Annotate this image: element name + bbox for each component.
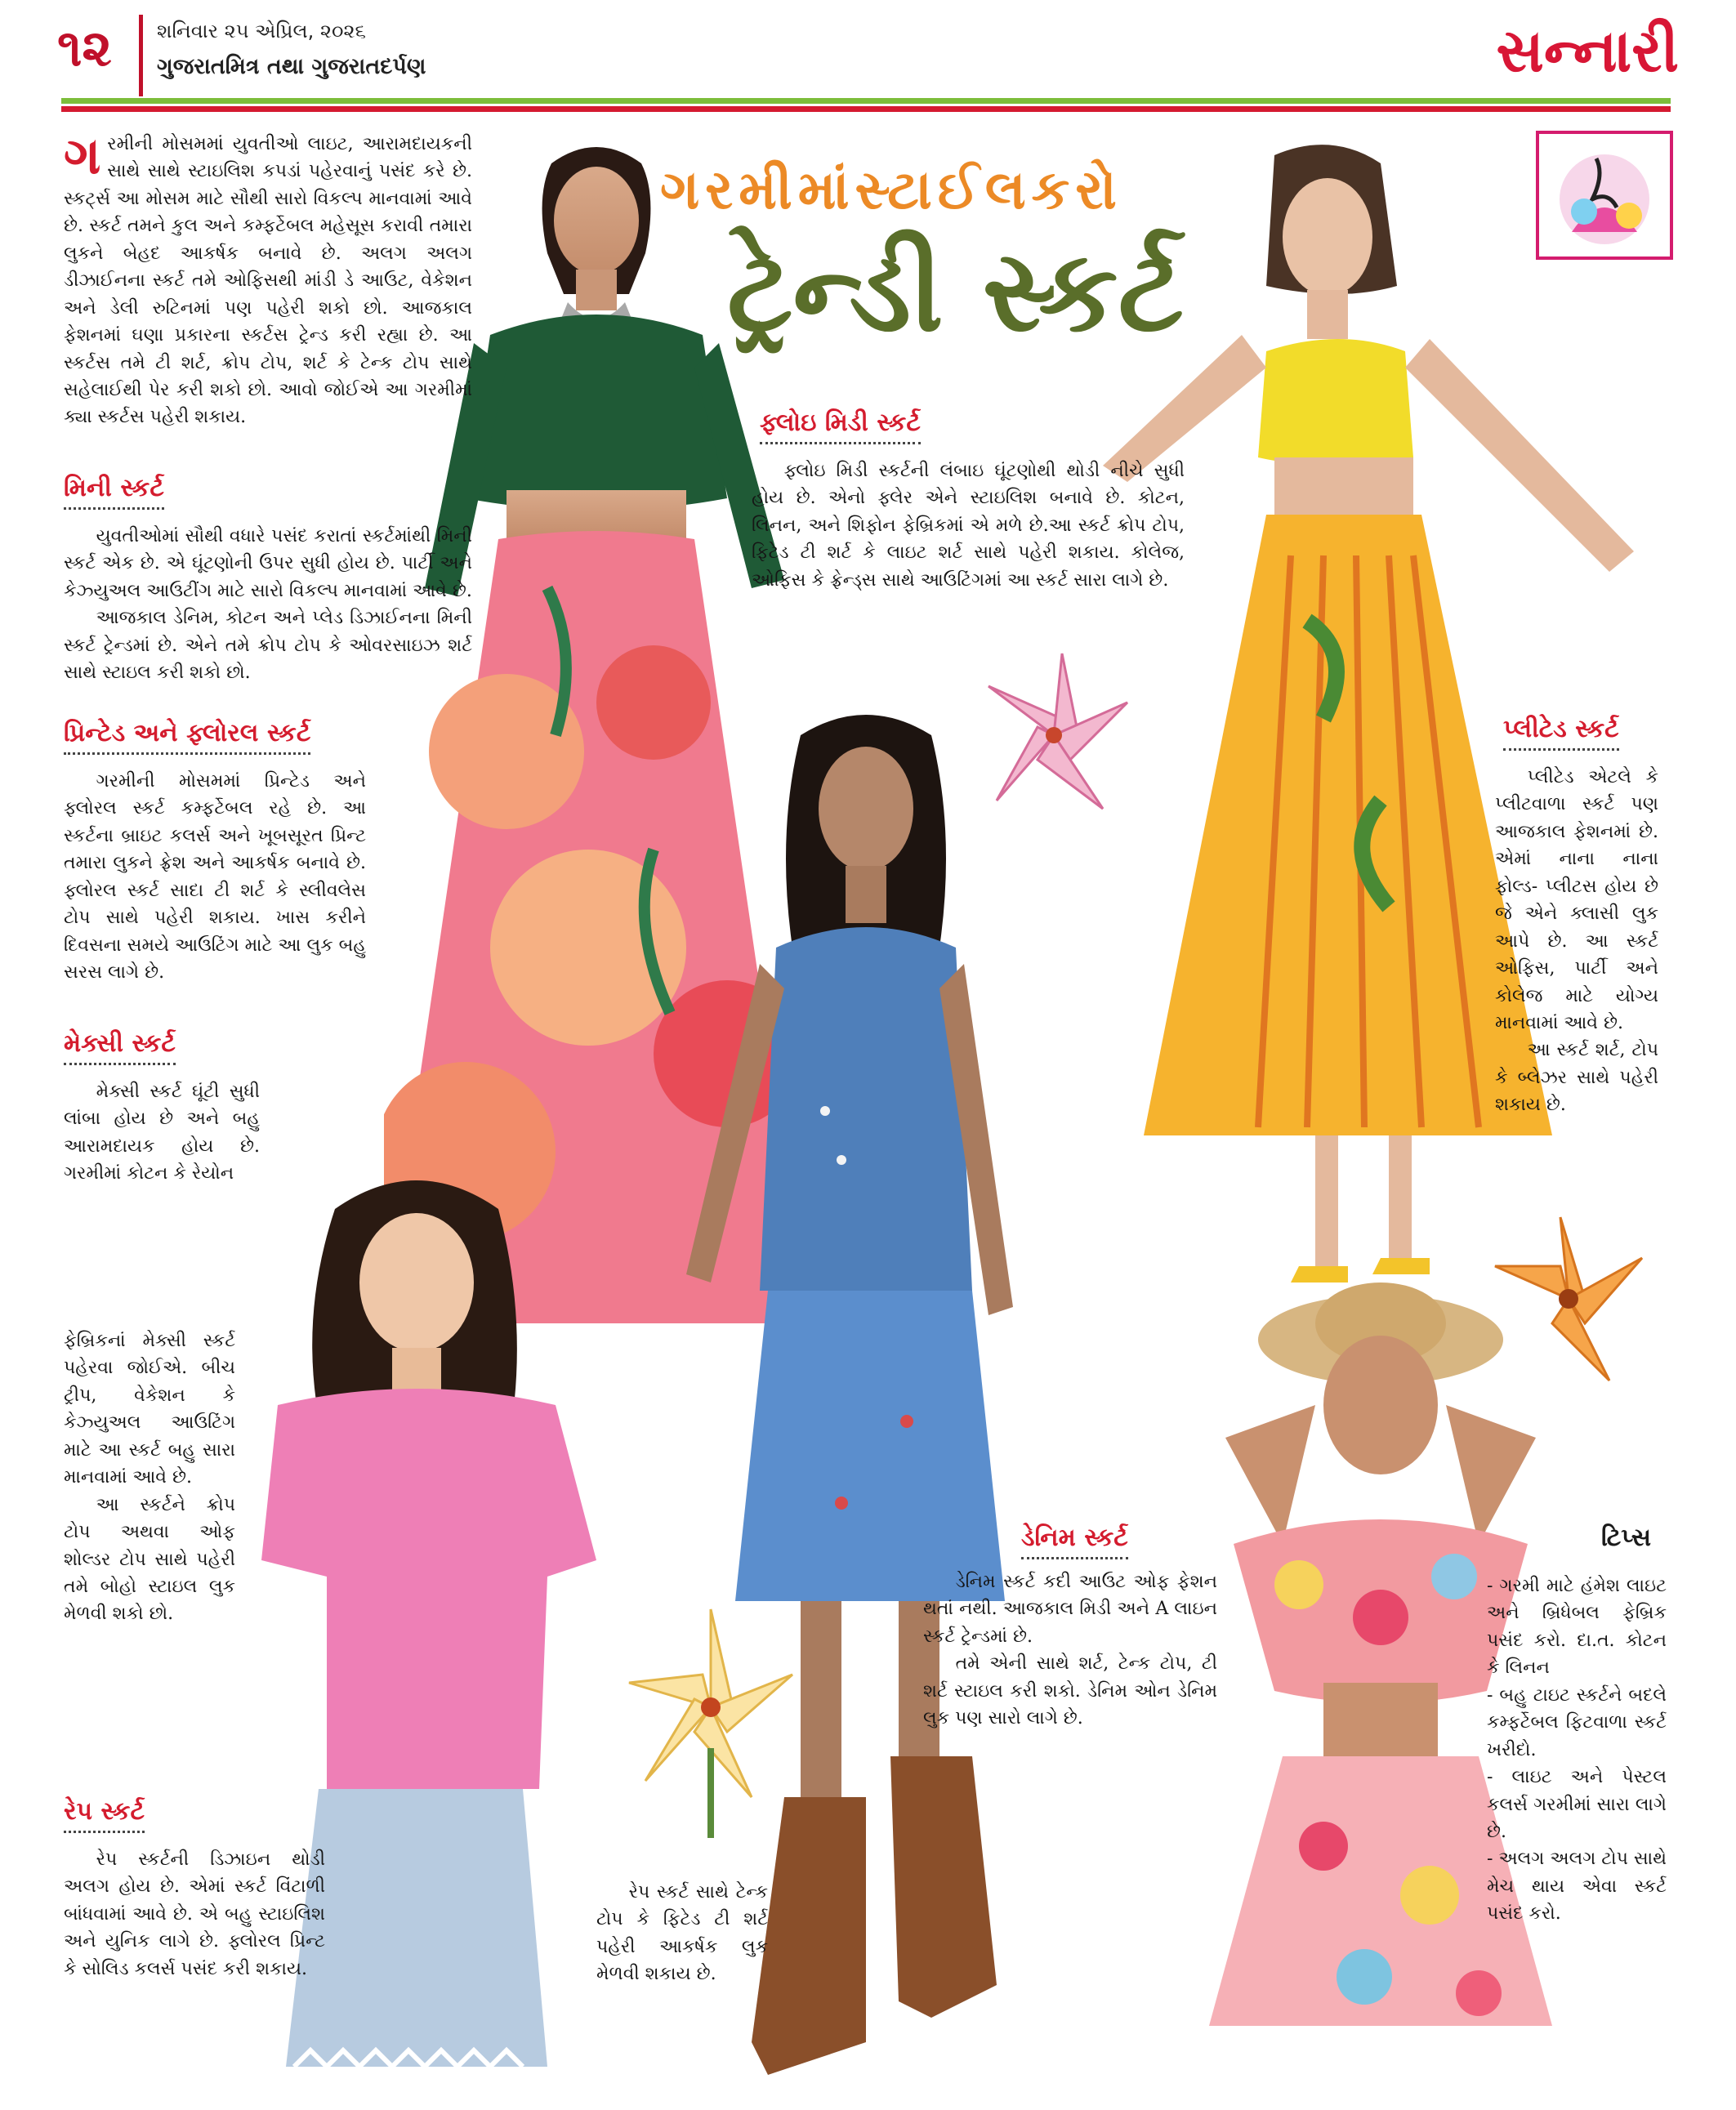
heading-denim-skirt: ડેનિમ સ્કર્ટ bbox=[1021, 1523, 1128, 1559]
header-rule-red bbox=[61, 106, 1671, 112]
article-title: ટ્રેન્ડી સ્કર્ટ bbox=[727, 225, 1184, 357]
photo-lily-flowers-mid bbox=[1470, 1201, 1667, 1397]
heading-flowy-midi-skirt: ફ્લોઇ મિડી સ્કર્ટ bbox=[760, 408, 921, 444]
photo-lily-flowers-bottom bbox=[609, 1601, 813, 1846]
intro-text bbox=[64, 126, 472, 431]
heading-maxi-skirt: મેક્સી સ્કર્ટ bbox=[64, 1029, 176, 1065]
section-title: સન્નારી bbox=[1496, 16, 1679, 85]
mini-skirt-p2: આજકાલ ડેનિમ, કોટન અને પ્લેડ ડિઝાઈનના મિની સ્કર્ટ ટ્રેન્ડમાં છે. એને તમે ક્રોપ ટોપ કે ઓવરસાઇઝ શર્ટ સાથે સ્ટાઇલ કરી શકો છો. bbox=[64, 608, 472, 684]
flowy-midi-text bbox=[752, 457, 1185, 594]
pleated-skirt-p1: પ્લીટેડ એટલે કે પ્લીટવાળા સ્કર્ટ પણ આજકાલ ફેશનમાં છે. એમાં નાના નાના ફોલ્ડ- પ્લીટસ હોય છે જે એને ક્લાસી લુક આપે છે. આ સ્કર્ટ ઓફિસ, પાર્ટી અને કોલેજ માટે યોગ્ય માનવામાં આવે છે. bbox=[1495, 767, 1658, 1033]
maxi-skirt-p3: આ સ્કર્ટને ક્રોપ ટોપ અથવા ઓફ શોલ્ડર ટોપ સાથે પહેરી તમે બોહો સ્ટાઇલ લુક મેળવી શકો છો. bbox=[64, 1494, 235, 1625]
header-divider bbox=[139, 15, 143, 96]
section-logo bbox=[1536, 131, 1673, 260]
wrap-skirt-p1: રેપ સ્કર્ટની ડિઝાઇન થોડી અલગ હોય છે. એમાં સ્કર્ટ વિંટાળી બાંધવામાં આવે છે. એ બહુ સ્ટાઇલિશ અને યુનિક લાગે છે. ફ્લોરલ પ્રિન્ટ કે સોલિડ કલર્સ પસંદ કરી શકાય. bbox=[64, 1849, 325, 1979]
publication-name: ગુજરાતમિત્ર તથા ગુજરાતદર્પણ bbox=[157, 54, 426, 79]
wrap-skirt-text-b bbox=[596, 1879, 768, 1988]
heading-wrap-skirt: રેપ સ્કર્ટ bbox=[64, 1797, 145, 1833]
page-header bbox=[0, 0, 1736, 123]
flowy-midi-p1: ફ્લોઇ મિડી સ્કર્ટની લંબાઇ ઘૂંટણોથી થોડી નીચે સુધી હોય છે. એનો ફ્લેર એને સ્ટાઇલિશ બનાવે છે. કોટન, લિનન, અને શિફોન ફેબ્રિકમાં એ મળે છે.આ સ્કર્ટ ક્રોપ ટોપ, ફિટેડ ટી શર્ટ કે લાઇટ શર્ટ સાથે પહેરી શકાય. કોલેજ, ઓફિસ કે ફ્રેન્ડ્સ સાથે આઉટિંગમાં આ સ્કર્ટ સારા લાગે છે. bbox=[752, 461, 1185, 591]
tips-list bbox=[1487, 1572, 1667, 1928]
page-number: ૧૨ bbox=[57, 18, 112, 78]
heading-pleated-skirt: પ્લીટેડ સ્કર્ટ bbox=[1503, 715, 1619, 751]
maxi-skirt-p2: ફેબ્રિકનાં મેક્સી સ્કર્ટ પહેરવા જોઈએ. બીચ ટ્રીપ, વેકેશન કે કેઝ્યુઅલ આઉટિંગ માટે આ સ્કર્ટ બહુ સારા માનવામાં આવે છે. bbox=[64, 1331, 235, 1488]
denim-skirt-text bbox=[923, 1568, 1217, 1733]
heading-tips: ટિપ્સ bbox=[1601, 1523, 1652, 1552]
article-kicker: ગરમીમાંસ્ટાઈલકરો bbox=[660, 158, 1122, 221]
intro-body: રમીની મોસમમાં યુવતીઓ લાઇટ, આરામદાયકની સાથે સાથે સ્ટાઇલિશ કપડાં પહેરવાનું પસંદ કરે છે. સ્કર્ટ્સ આ મોસમ માટે સૌથી સારો વિકલ્પ માનવામાં આવે છે. સ્કર્ટ તમને કુલ અને કમ્ફર્ટેબલ મહેસૂસ કરાવી તમારા લુકને બેહદ આકર્ષક બનાવે છે. અલગ અલગ ડીઝાઈનના સ્કર્ટ તમે ઓફિસથી માંડી ડે આઉટ, વેકેશન અને ડેલી રુટિનમાં પણ પહેરી શકો છો. આજકાલ ફેશનમાં ઘણા પ્રકારના સ્કર્ટસ ટ્રેન્ડ કરી રહ્યા છે. આ સ્કર્ટસ તમે ટી શર્ટ, ક્રોપ ટોપ, શર્ટ કે ટેન્ક ટોપ સાથે સહેલાઈથી પેર કરી શકો છો. આવો જોઈએ આ ગરમીમાં ક્યા સ્કર્ટસ પહેરી શકાય. bbox=[64, 134, 472, 428]
pleated-skirt-text bbox=[1495, 764, 1658, 1119]
pleated-skirt-p2: આ સ્કર્ટ શર્ટ, ટોપ કે બ્લેઝર સાથે પહેરી શકાય છે. bbox=[1495, 1040, 1658, 1116]
intro-dropcap: ગ bbox=[64, 126, 101, 185]
heading-printed-floral-skirt: પ્રિન્ટેડ અને ફ્લોરલ સ્કર્ટ bbox=[64, 719, 310, 755]
denim-skirt-p2: તમે એની સાથે શર્ટ, ટેન્ક ટોપ, ટી શર્ટ સ્ટાઇલ કરી શકો. ડેનિમ ઓન ડેનિમ લુક પણ સારો લાગે છે. bbox=[923, 1653, 1217, 1729]
mini-skirt-text bbox=[64, 523, 472, 687]
issue-date: શનિવાર ૨૫ એપ્રિલ, ૨૦૨૬ bbox=[157, 20, 366, 42]
printed-skirt-p1: ગરમીની મોસમમાં પ્રિન્ટેડ અને ફ્લોરલ સ્કર્ટ કમ્ફર્ટેબલ રહે છે. આ સ્કર્ટના બ્રાઇટ કલર્સ અને ખૂબસૂરત પ્રિન્ટ તમારા લુકને ફ્રેશ અને આકર્ષક બનાવે છે. ફ્લોરલ સ્કર્ટ સાદા ટી શર્ટ કે સ્લીવલેસ ટોપ સાથે પહેરી શકાય. ખાસ કરીને દિવસના સમયે આઉટિંગ માટે આ લુક બહુ સરસ લાગે છે. bbox=[64, 771, 366, 984]
photo-lily-flowers-top bbox=[960, 645, 1148, 825]
mini-skirt-p1: યુવતીઓમાં સૌથી વધારે પસંદ કરાતાં સ્કર્ટમાંથી મિની સ્કર્ટ એક છે. એ ઘૂંટણોની ઉપર સુધી હોય છે. પાર્ટી અને કેઝ્યુઅલ આઉટીંગ માટે સારો વિકલ્પ માનવામાં આવે છે. bbox=[64, 526, 472, 601]
heading-mini-skirt: મિની સ્કર્ટ bbox=[64, 474, 164, 510]
header-rule-green bbox=[61, 98, 1671, 104]
wrap-skirt-p2: રેપ સ્કર્ટ સાથે ટેન્ક ટોપ કે ફિટેડ ટી શર્ટ પહેરી આકર્ષક લુક મેળવી શકાય છે. bbox=[596, 1882, 768, 1985]
tips-item: - લાઇટ અને પેસ્ટલ કલર્સ ગરમીમાં સારા લાગે છે. bbox=[1487, 1767, 1667, 1842]
maxi-skirt-p1: મેક્સી સ્કર્ટ ઘૂંટી સુધી લાંબા હોય છે અને બહુ આરામદાયક હોય છે. ગરમીમાં કોટન કે રેયોન bbox=[64, 1082, 260, 1184]
tips-item: - બહુ ટાઇટ સ્કર્ટને બદલે કમ્ફર્ટેબલ ફિટવાળા સ્કર્ટ ખરીદો. bbox=[1487, 1684, 1667, 1760]
wrap-skirt-text bbox=[64, 1846, 325, 1983]
maxi-skirt-text-a bbox=[64, 1078, 260, 1188]
printed-skirt-text bbox=[64, 768, 366, 987]
denim-skirt-p1: ડેનિમ સ્કર્ટ કદી આઉટ ઓફ ફેશન થતાં નથી. આજકાલ મિડી અને A લાઇન સ્કર્ટ ટ્રેન્ડમાં છે. bbox=[923, 1572, 1217, 1647]
tips-item: - ગરમી માટે હંમેશ લાઇટ અને બ્રિધેબલ ફેબ્રિક પસંદ કરો. દા.ત. કોટન કે લિનન bbox=[1487, 1576, 1667, 1679]
tips-item: - અલગ અલગ ટોપ સાથે મેચ થાય એવા સ્કર્ટ પસંદ કરો. bbox=[1487, 1849, 1667, 1925]
maxi-skirt-text-b bbox=[64, 1327, 235, 1628]
